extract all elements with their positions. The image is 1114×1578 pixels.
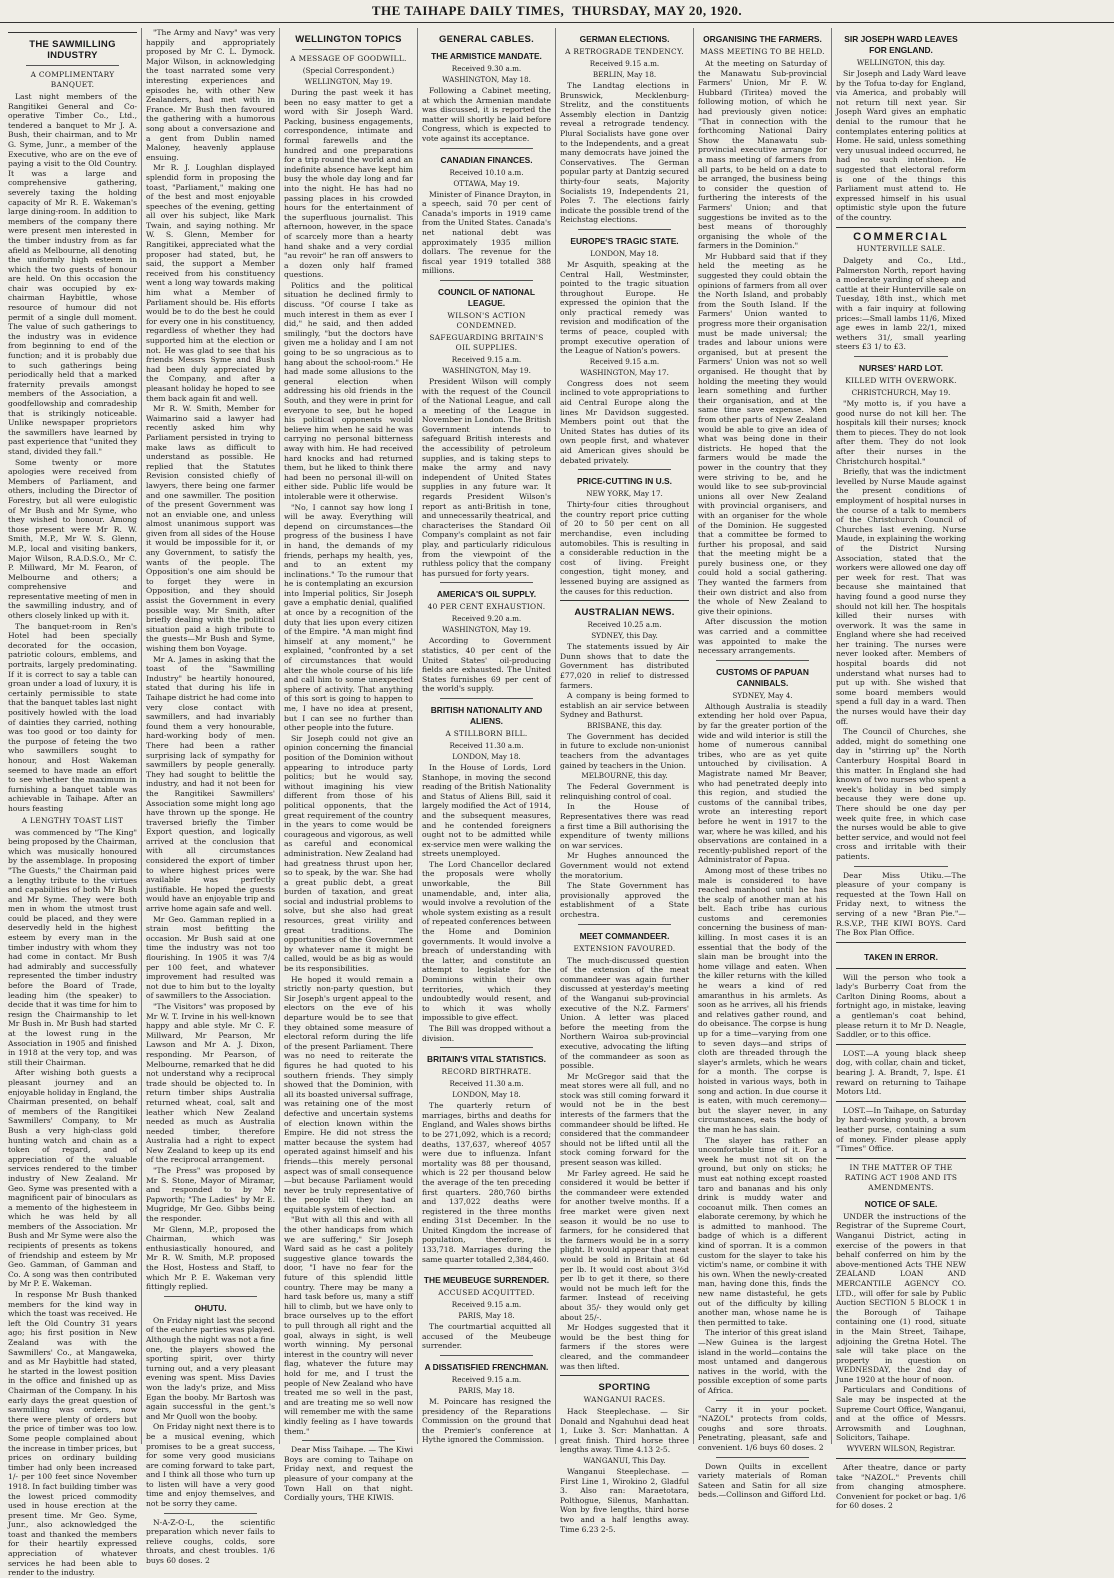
paragraph: Among most of these tribes no male is considered to have reached manhood until he has the scalp of another man at his belt. Each tribe has curious customs and ceremonies concerning the business of man-killing. In most cases it is an essential that the body of the slain man be brought into the home village and eaten. When the killer returns with the killed he wears a kind of red amaranthus in his armlets. As soon as he arrives, all his friends and relatives gather round, and do obeisance. The corpse is hung up for a time—varying from one to seven days—and strips of cloth are threaded through the slayer's armlets, which he wears for a month. The corpse is hoisted in various ways, both in song and action. In due course it is eaten, with much ceremony—but the slayer never, in any circumstances, eats the body of the man he has slain. xyxy=(698,865,827,1134)
paragraph: The statements issued by Air Dunn shows that to date the Government has distributed £77,020 in relief to distressed farmers. xyxy=(560,642,689,690)
column-2 xyxy=(142,28,280,1566)
advertisement: After theatre, dance or party take "NAZOL." Prevents chill from changing atmosphere. Convenient for pocket or bag. 1/6 for 60 doses. 2 xyxy=(836,1463,966,1511)
paragraph: Mr Glenn, M.P., proposed the Chairman, which was enthusiastically honoured, and Mr R. W. Smith, M.P. proposed the Host, Hostess and Staff, to which Mr P. E. Wakeman very fittingly replied. xyxy=(146,1224,275,1292)
dateline: WASHINGTON, May 18. xyxy=(442,75,531,84)
cable-subheading: RECORD BIRTHRATE. xyxy=(441,1067,532,1077)
divider xyxy=(440,582,533,583)
cable-heading: A DISSATISFIED FRENCHMAN. xyxy=(424,1362,549,1373)
paragraph: Mr Hughes announced the Government would not extend the moratorium. xyxy=(560,851,689,880)
paragraph: Politics and the political situation he declined firmly to discuss. "Of course I take as much interest in them as ever I did," he said, and then added smilingly, "but the doctors have given me a holiday and I am not going to be so ungracious as to hang about the school-room." He had made some allusions to the general election when addressing his old friends in the South, and they were in print for everyone to see, but he hoped his political opponents would believe him when he said he was carrying no personal bitterness away with him. He had received hard knocks and had returned them, but he liked to think there had been no personal ill-will on either side. Public life would be intolerable were it otherwise. xyxy=(284,280,413,501)
paragraph: "The Army and Navy" was very happily and appropriately proposed by Mr C. L. Dymock. Major Wilson, in acknowledging the toast narrated some very interesting experiences and episodes he, with other New Zealanders, had met with in France. Mr Bush then favoured the gathering with a humorous song about a conversazione and a gent from Dublin named Maloney, heavenly applause ensuing. xyxy=(146,28,275,162)
divider xyxy=(578,229,671,230)
article-title: NURSES' HARD LOT. xyxy=(859,363,943,374)
cable-heading: THE MEUBEUGE SURRENDER. xyxy=(423,1275,550,1286)
paragraph: Hack Steeplechase. — Sir Donald and Ngahuhui dead heat 1, Luke 3. Scr: Manhattan. A great finish. Third horse three lengths away. Time 4.13 2-5. xyxy=(560,1407,689,1455)
paragraph: The much-discussed question of the extension of the meat commandeer was again further discussed at yesterday's meeting of the Wanganui sub-provincial executive of the N.Z. Farmers' Union. A letter was placed before the meeting from the Northern Wairoa sub-provincial executive, advocating the lifting of the commandeer as soon as possible. xyxy=(560,955,689,1071)
dateline: WELLINGTON, this day. xyxy=(856,58,946,67)
divider xyxy=(440,280,533,281)
dateline: WASHINGTON, May 17. xyxy=(580,367,669,377)
columns xyxy=(4,28,1110,1578)
dateline: SYDNEY, May 4. xyxy=(732,690,793,700)
received-time: Received 9.30 a.m. xyxy=(451,64,522,73)
paragraph: The Federal Government is relinquishing control of coal. xyxy=(560,782,689,801)
paragraph: M. Poincare has resigned the presidency of the Reparations Commission on the ground that the Premier's conference at Hythe ignored the Commission. xyxy=(422,1397,551,1445)
cable-heading: BRITISH NATIONALITY AND ALIENS. xyxy=(430,704,543,726)
divider xyxy=(440,698,533,699)
article-title: THE SAWMILLING INDUSTRY xyxy=(29,39,116,61)
divider xyxy=(164,1513,257,1514)
paragraph: Mr A. James in asking that the toast of the "Sawmilling Industry" be heartily honoured, stated that during his life in Taihape district he had come into very close contact with sawmillers, and had invariably found them a very honourable, hard-working body of men. There had been a rather surprising lack of sympathy for sawmillers by people generally. They had sought to belittle the industry, and had it not been for the Rangitikei Sawmillers' Association some might long ago have thrown up the sponge. He traversed briefly the Timber Export question, and logically arrived at the conclusion that with all circumstances considered the export of timber to where highest prices were available was perfectly justifiable. He hoped the guests would have an enjoyable trip and arrive home again safe and well. xyxy=(146,654,276,914)
masthead xyxy=(0,0,1114,23)
paragraph: The Bill was dropped without a division. xyxy=(422,1023,551,1043)
article-title: MEET COMMANDEER. xyxy=(579,930,670,941)
divider xyxy=(560,1375,689,1376)
cable-heading: PRICE-CUTTING IN U.S. xyxy=(577,476,672,487)
article-subtitle: HUNTERVILLE SALE. xyxy=(856,244,946,254)
dateline: SYDNEY, this Day. xyxy=(591,631,658,641)
notice-title: NOTICE OF SALE. xyxy=(864,1198,938,1209)
dateline: NEW YORK, May 17. xyxy=(586,489,663,499)
article-title: AUSTRALIAN NEWS. xyxy=(574,607,675,619)
paragraph: During the past week it has been no easy matter to get a word with Sir Joseph Ward. Packing, business engagements, correspondence, intimate and formal farewells and the hundred and one preparations for a trip round the world and an indefinite absence have kept him busy the whole day long and far into the night. He has had no passing places in his crowded hours for the entertainment of the superfluous journalist. This afternoon, however, in the space of scarcely more than a hearty hand shake and a very cordial "au revoir" he ran off answers to a dozen only half framed questions. xyxy=(284,88,413,280)
divider xyxy=(836,1158,966,1159)
article-title: SIR JOSEPH WARD LEAVES FOR ENGLAND. xyxy=(844,34,958,55)
paragraph: The State Government has provisionally approved the establishment of a State orchestra. xyxy=(560,881,689,919)
cable-heading: AMERICA'S OIL SUPPLY. xyxy=(436,589,537,600)
paragraph: UNDER the instructions of the Registrar of the Supreme Court, Wanganui District, acting in exercise of the powers in that behalf conferred on him by the above-mentioned Acts THE NEW ZEALAND LOAN AND MERCANTILE AGENCY CO. LTD., will offer for sale by Public Auction SECTION 5 BLOCK 1 in the Borough of Taihape containing one (1) rood, situate in the Main Street, Taihape, adjoining the Gretna Hotel. The sale will take place on the property in question on WEDNESDAY, the 2nd day of June 1920 at the hour of noon. xyxy=(836,1211,966,1384)
paragraph: was commenced by "The King" being proposed by the Chairman, which was musically honoured by the assemblage. In proposing "The Guests," the Chairman paid a lengthy tribute to the virtues and capabilities of both Mr Bush and Mr Syme. They were both men in whom the utmost trust could be placed, and they were deservedly held in the highest esteem by every man in the timber industry with whom they had come in contact. Mr Bush had admirably and successfully represented the timber industry before the Board of Trade, leading him (the speaker) to decide that it was time for him to resign the Chairmanship to let Mr Bush in. Mr Bush had started at the lowest rung in the Association in 1905 and finished in 1918 at the very top, and was still their Chairman. xyxy=(8,827,137,1067)
byline: (Special Correspondent.) xyxy=(302,66,395,75)
cable-heading: GERMAN ELECTIONS. xyxy=(579,34,670,44)
paragraph: Sir Joseph could not give an opinion concerning the financial position of the Dominion without appearing to introduce party politics; but he would say, without imagining his view different from those of his political opponents, that the great requirement of the country in the years to come would be courageous and vigorous, as well as careful and economical administration. New Zealand had had greatness thrust upon her, so to speak, by the war. She had a great public debt, a great burden of taxation, and great social and industrial problems to solve, but she also had great resources, great virility and great traditions. The opportunities of the Government by whatever name it might be called, would be as big as would be its responsibilities. xyxy=(284,733,413,974)
article-title: WELLINGTON TOPICS xyxy=(295,34,402,45)
paragraph: Sir Joseph and Lady Ward leave by the Tofua to-day for England, via America, and probably will not return till next year. Sir Joseph Ward gives an emphatic denial to the rumour that he contemplates entering politics at Home. He said, unless something very unusual indeed occurred, he had no such intention. He suggested that electoral reform is one of the things this Parliament must attend to. He expressed himself in his usual optimistic style upon the future of the country. xyxy=(836,69,966,222)
paragraph: Minister of Finance Drayton, in a speech, said 70 per cent of Canada's imports in 1919 came from the United States. Canada's net national debt was approximately 1935 million dollars. The revenue for the fiscal year 1919 totalled 388 millions. xyxy=(422,189,551,276)
cable-heading: COUNCIL OF NATIONAL LEAGUE. xyxy=(438,286,535,308)
advertisement: Dear Miss Taihape. — The Kiwi Boys are coming to Taihape on Friday next, and request the pleasure of your company at the Town Hall on that night. Cordially yours, THE KIWIS. xyxy=(284,1445,413,1503)
column-6 xyxy=(694,28,832,1500)
paragraph: At the meeting on Saturday of the Manawatu Sub-provincial Farmers' Union, Mr F. W. Hubbard (Tiritea) moved the following motion, of which he had previously given notice: "That in connection with the forthcoming National Dairy Show the Manawatu sub-provincial executive arrange for a mass meeting of farmers from all parts, to be held on a date to be arranged, the business being to consider the question of furthering the interests of the Farmers' Union; and that suggestions be invited as to the best means of thoroughly organising the whole of the farmers in the Dominion." xyxy=(698,59,827,251)
legal-heading: IN THE MATTER OF THE RATING ACT 1908 AND ITS AMENDMENTS. xyxy=(844,1162,958,1192)
paragraph: The quarterly return of marriages, births and deaths for England, and Wales shows births to be 271,092, which is a record; deaths, 137,637, whereof 4057 were due to influenza. Infant mortality was 88 per thousand, which is 22 per thousand below the average of the ten preceding first quarters. 280,760 births and 137,022 deaths were registered in the three months ending 31st December. In the United Kingdom the increase of population, therefore, is 133,718. Marriages during the same quarter totalled 2,384,460. xyxy=(422,1101,551,1264)
paragraph: Mr Asquith, speaking at the Central Hall, Westminster, pointed to the tragic situation throughout Europe. He expressed the opinion that the only practical remedy was revision and modification of the terms of peace, coupled with prompt executive operation of the League of Nation's powers. xyxy=(560,259,689,356)
paragraph: Although Australia is steadily extending her hold over Papua, by far the greater portion of the wide and wild interior is still the home of numerous cannibal tribes, who are as yet quite untouched by civilisation. A Magistrate named Mr Beaver, who had penetrated deeply into this region, and studied the customs of the cannibal tribes, wrote an interesting report before he went in 1917 to the war, where he was killed, and his observations are contained in a recently-published report of the Administrator of Papua. xyxy=(698,701,827,865)
paragraph: "The Visitors" was proposed by Mr W. T. Irvine in his well-known happy and able style. Mr C. F. Millward, Mr Pearson, Mr Lawson and Mr A. J. Dixon, responding. Mr Pearson, of Melbourne, remarked that he did not understand why a reciprocal trade should be objected to. In return timber ships Australia returned wheat, coal, salt and leather which New Zealand needed as much as Australia needed timber, therefore Australia had a right to expect New Zealand to keep up its end of the reciprocal arrangement. xyxy=(146,1001,275,1165)
dateline: LONDON, May 18. xyxy=(590,248,659,258)
dateline: WASHINGTON, May 19. xyxy=(442,365,531,375)
cable-subheading: A STILLBORN BILL. xyxy=(445,728,528,738)
advertisement: Dear Miss Utiku.—The pleasure of your company is requested at the Town Hall on Friday next, to witness the serving of a new "Bran Pie."— R.S.V.P., THE KIWI BOYS. Card The Box Plan Office. xyxy=(836,870,966,938)
column-1 xyxy=(4,28,142,1578)
divider xyxy=(440,1268,533,1269)
paragraph: The courtmartial acquitted all accused of the Meubeuge surrender. xyxy=(422,1322,551,1351)
paragraph: A company is being formed to establish an air service between Sydney and Bathurst. xyxy=(560,691,689,720)
received-time: Received 9.15 a.m. xyxy=(451,1300,522,1310)
cable-heading: EUROPE'S TRAGIC STATE. xyxy=(570,235,679,246)
article-subtitle: MASS MEETING TO BE HELD. xyxy=(700,47,825,56)
advertisement: Down Quilts in excellent variety materials of Roman Sateen and Satin for all size beds.—Collinson and Gifford Ltd. xyxy=(698,1461,827,1500)
dateline: BRISBANE, this day. xyxy=(586,720,663,730)
column-3 xyxy=(280,28,418,1503)
received-time: Received 9.15 a.m. xyxy=(589,356,660,366)
received-time: Received 9.15 a.m. xyxy=(451,1375,522,1385)
divider xyxy=(440,1355,533,1356)
article-title: SPORTING xyxy=(598,1382,651,1394)
divider xyxy=(302,1440,395,1441)
article-subtitle: EXTENSION FAVOURED. xyxy=(573,943,676,953)
dateline: PARIS, May 18. xyxy=(458,1311,515,1321)
divider xyxy=(836,1458,966,1459)
divider xyxy=(716,1457,809,1458)
article-subtitle: A COMPLIMENTARY BANQUET. xyxy=(30,70,115,89)
dateline: WASHINGTON, May 19. xyxy=(442,625,531,635)
column-5 xyxy=(556,28,694,1534)
notice-box xyxy=(836,942,966,969)
article-title: CUSTOMS OF PAPUAN CANNIBALS. xyxy=(716,666,809,688)
section-subtitle: A LENGTHY TOAST LIST xyxy=(21,815,124,825)
received-time: Received 9.15 a.m. xyxy=(451,354,522,364)
article-title: OHUTU. xyxy=(194,1302,227,1313)
divider xyxy=(440,1047,533,1048)
article-subtitle: WANGANUI RACES. xyxy=(583,1395,666,1405)
dateline: LONDON, May 18. xyxy=(452,751,521,761)
notice-title: TAKEN IN ERROR. xyxy=(864,951,938,962)
lost-notice: LOST.—In Taihape, on Saturday by hard-working youth, a brown leather purse, containing a sum of money. Finder please apply "Times" Office. xyxy=(836,1105,966,1154)
cable-heading: THE ARMISTICE MANDATE. xyxy=(431,51,542,61)
received-time: Received 10.25 a.m. xyxy=(587,620,662,630)
paragraph: After wishing both guests a pleasant journey and an enjoyable holiday in England, the Chairman presented, on behalf of members of the Rangitikei Sawmillers' Company, to Mr Bush a very high-class gold hunting watch and chain as a token of regard, and of appreciation of the valuable services rendered to the timber industry of New Zealand. Mr Geo. Syme was presented with a magnificent pair of binoculars as a memento of the highesteem in which he was held by all members of the Association. Mr Bush and Mr Syme were also the recipients of presents as tokens of friendship and esteem by Mr Geo. Gamman, of Gamman and Co. A song was then contributed by Mr P. E. Wakeman. xyxy=(8,1068,137,1289)
section-title: COMMERCIAL xyxy=(853,230,949,243)
column-4 xyxy=(418,28,556,1444)
paragraph: Will the person who took a lady's Burberry Coat from the Carlton Dining Rooms, about a fortnight ago, in mistake, leaving a gentleman's coat behind, please return it to Mr D. Neagle, Saddler, or to this office. xyxy=(836,972,966,1040)
divider xyxy=(716,660,809,661)
paragraph: Following a Cabinet meeting, at which the Armenian mandate was discussed, it is reported the matter will shortly be laid before Congress, which is expected to vote against its acceptance. xyxy=(422,86,551,143)
cable-subheading: WILSON'S ACTION CONDEMNED. xyxy=(447,310,526,330)
paragraph: "But with all this and with all the other handicaps from which we are suffering," Sir Joseph Ward said as he cast a politely suggestive glance towards the door, "I have no fear for the future of this splendid little country. There may be many a hard task before us, many a stiff hill to climb, but we have only to brace ourselves up to the effort to pull through all right and the goal, always in sight, is well worth winning. My personal interest in the country will never flag, whatever the future may hold for me, and I trust the people of New Zealand who have treated me so well in the past, and are treating me so well now will remember me with the same kindly feeling as I have towards them." xyxy=(284,1215,413,1436)
divider xyxy=(836,1101,966,1102)
cable-heading: BRITAIN'S VITAL STATISTICS. xyxy=(427,1054,546,1065)
paragraph: Last night members of the Rangitikei General and Co-operative Timber Co., Ltd., tendered a banquet to Mr J. A. Bush, their chairman, and to Mr G. Syme, Junr., a member of the Executive, who are on the eve of paying a visit to the Old Country. It was a large and comprehensive gathering, severely taxing the holding capacity of Mr R. E. Wakeman's large dining-room. In addition to members of the company there were present men interested in the timber industry from as far afield as Melbourne, all denoting the uniformly high esteem in which the two guests of honour are held. On this occasion the chair was occupied by ex-chairman Haybittle, whose resource of humour did not permit of a single dull moment. The value of such gatherings to the industry was in evidence from beginning to end of the function; and it is probably due to such gatherings being periodically held that a marked fraternity prevails amongst members of the Association, a goodfellowship and comradeship that is strikingly noticeable. Unlike newspaper proprietors the sawmillers have learned by past experience that "united they stand, divided they fall." xyxy=(8,92,137,456)
paragraph: Mr Hodges suggested that it would be the best thing for farmers if the stores were cleared, and the commandeer was then lifted. xyxy=(560,1323,689,1371)
paragraph: Dalgety and Co., Ltd., Palmerston North, report having a moderate yarding of sheep and cattle at their Hunterville sale on Tuesday, 18th inst., which met with a fair inquiry at following prices:—Small lambs 11/6, Mixed age ewes in lamb 22/1, mixed wethers 31/, small yearling steers £3 1/ to £3. xyxy=(836,256,966,352)
paragraph: Mr R. W. Smith, Member for Waimarino said a lawyer had recently asked him why Parliament persisted in trying to make laws as difficult to understand as possible. He replied that the Statutes Revision consisted chiefly of lawyers, there being one farmer and one sawmiller. The position of the present Government was not an enviable one, and unless almost unanimous support was given from all sides of the House it would be impossible for it, or any Government, to satisfy the wants of the people. The Opposition's one aim should be to forget they were in Opposition, and they should assist the Government in every possible way. Mr Smith, after briefly dealing with the political situation paid a high tribute to the guests—Mr Bush and Syme, wishing them bon Voyage. xyxy=(146,404,275,653)
article-title: ORGANISING THE FARMERS. xyxy=(703,34,822,44)
dateline: MELBOURNE, this day. xyxy=(581,771,668,781)
cable-subheading: ACCUSED ACQUITTED. xyxy=(438,1288,535,1298)
dateline: WANGANUI, This Day. xyxy=(583,1456,666,1466)
divider xyxy=(560,600,689,601)
divider xyxy=(440,148,533,149)
dateline: OTTAWA, May 19. xyxy=(453,178,520,188)
paragraph: The interior of this great island—New Guinea is the largest island in the world—contains the most untamed and dangerous natives in the world, with the possible exception of some parts of Africa. xyxy=(698,1328,827,1395)
dateline: LONDON, May 18. xyxy=(452,1090,521,1100)
article-subtitle: KILLED WITH OVERWORK. xyxy=(845,376,957,386)
article-title: GENERAL CABLES. xyxy=(438,34,535,45)
received-time: Received 11.30 a.m. xyxy=(449,1079,524,1089)
paragraph: Briefly, that was the indictment levelled by Nurse Maude against the present conditions of employment of hospital nurses in the course of a talk to members of the Christchurch Council of Churches last evening. Nurse Maude, in explaining the working of the District Nursing Association, stated that the workers were allowed one day off per week for rest. That was because she maintained that having found a good nurse they should not kill her. The hospitals killed their nurses with overwork. It was the same in England where she had received her training. The nurses were never looked after. Members of hospital boards did not understand what nurses had to put up with. She wished that some board members would spend a full day in a ward. Then the nurses would have their day off. xyxy=(836,467,966,726)
paragraph: In the House of Representatives there was read a first time a Bill authorising the expenditure of twenty millions on war services. xyxy=(560,802,689,850)
paragraph: He hoped it would remain a strictly non-party question, but Sir Joseph's urgent appeal to the electors on the eve of his departure would be to see that they obtained some measure of electoral reform during the life of the present Parliament. There was no need to reiterate the figures he had quoted to his southern friends. They simply showed that the Dominion, with all its boasted universal suffrage, was retaining one of the most defective and uncertain systems of election known within the Empire. He did not stress the matter because the system had operated against himself and his friends—this merely personal aspect was of small consequence—but because Parliament would never be truly representative of the people till they had an equitable system of election. xyxy=(284,974,413,1214)
advertisement: Carry it in your pocket. "NAZOL" protects from colds, coughs and sore throats. Penetrating, pleasant, safe and convenient. 1/6 buys 60 doses. 2 xyxy=(698,1404,827,1452)
divider xyxy=(854,356,948,357)
paragraph: Wanganui Steeplechase. — First Line 1, Wirokino 2, Gladful 3. Also ran: Maraetotara, Polthogue, Silenus, Manhattan. Won by five lengths, third horse two and a half lengths away. Time 6.23 2-5. xyxy=(560,1467,689,1534)
dateline: BERLIN, May 18. xyxy=(592,70,657,79)
masthead-paper-name: THE TAIHAPE DAILY TIMES, xyxy=(371,3,565,18)
paragraph: The Government has decided in future to exclude non-unionist teachers from the advantages gained by teachers in the Union. xyxy=(560,731,689,770)
divider xyxy=(578,924,671,925)
dateline: PARIS, May 18. xyxy=(458,1386,515,1396)
divider xyxy=(164,1296,257,1297)
lost-notice: LOST.—A young black sheep dog, with collar, chain and ticket, bearing J. A. Brandt, 7, Ispe. £1 reward on returning to Taihape Motors Ltd. xyxy=(836,1048,966,1097)
paragraph: Mr McGregor said that the meat stores were all full, and no stock was still coming forward it would not be in the best interests of the farmers that the commandeer should be lifted. He considered that the commandeer should not be lifted until all the stock coming forward for the present season was killed. xyxy=(560,1071,689,1168)
cable-subheading: A RETROGRADE TENDENCY. xyxy=(565,47,684,56)
divider xyxy=(836,1044,966,1045)
article-subtitle: A MESSAGE OF GOODWILL. xyxy=(290,54,407,63)
paragraph: According to Government statistics, 40 per cent of the United States' oil-producing fields are exhausted. The United States furnishes 69 per cent of the world's supply. xyxy=(422,636,551,694)
column-divider xyxy=(8,32,137,33)
paragraph: Mr Hubbard said that if they held the meeting as he suggested they could obtain the opinions of farmers from all over the North Island, and probably from the South Island. If the Farmers' Union wanted to progress more their organisation must be made universal; the trades and labour unions were organised, but at present the Farmers' Union was not so well organised. He thought that by holding the meeting they would learn something and further their organisation, and at the same time save expense. Men from other parts of New Zealand would be able to give an idea of what was being done in their districts. He hoped that the farmers would be made the power in the country that they were striving to be, and he would like to see sub-provincial unions all over New Zealand with provincial organisers, and with an organiser for the whole of the Dominion. He suggested that a committee be formed to further his proposal, and said that the meeting might be a purely business one, or they could hold a social gathering. They wanted the farmers from their own district and also from the whole of New Zealand to give their opinions. xyxy=(698,251,827,616)
paragraph: The Council of Churches, she added, might do something one day in "stirring up" the North Canterbury Hospital Board in this matter. In England she had known of two nurses who spent a week's holiday in bed simply because they were done up. There should be one day per week quite free, in which case the nurses would be able to give better service, and would not feel cross and irritable with their patients. xyxy=(836,727,966,861)
paragraph: "No, I cannot say how long I will be away. Everything will depend on circumstances—the progress of the business I have in hand, the demands of my friends, perhaps my health, yes, and to an extent my inclinations." To the rumour that he is contemplating an excursion into Imperial politics, Sir Joseph gave a emphatic denial, qualified at once by a recognition of the duty that lies upon every citizen of the Empire. "A man might find himself at any moment," he explained, "confronted by a set of circumstances that would alter the whole course of his life and call him to some unexpected sphere of activity. That anything of this sort is going to happen to me, I have no idea at present, but I can see no further than other people into the future. xyxy=(284,502,413,733)
divider xyxy=(302,49,395,50)
paragraph: Particulars and Conditions of Sale may be inspected at the Supreme Court Office, Wanganui, and at the office of Messrs. Arrowsmith and Loughnan, Solicitors, Taihape. xyxy=(836,1385,966,1443)
paragraph: "The Press" was proposed by Mr S. Stone, Mayor of Miramar, and responded to by Mr Papworth; "The Ladies" by Mr E. Mugridge, Mr Geo. Gibbs being the responder. xyxy=(146,1166,275,1224)
column-7 xyxy=(832,28,970,1511)
dateline: CHRISTCHURCH, May 19. xyxy=(851,388,951,398)
paragraph: "My motto is, if you have a good nurse do not kill her. The hospitals kill their nurses; knock them to pieces. They do not look after them. They do not look after their nurses in the Christchurch hospital." xyxy=(836,399,966,466)
paragraph: President Wilson will comply with the request of the Council of the National League, and call a meeting of the League in November in London. The British Government intends to safeguard British interests and the accessibility of petroleum supplies, and is taking steps to make the army and navy independent of United States supplies in any future war. It regards President Wilson's report as anti-British in tone, and unnecessarily theatrical, and characterises the Standard Oil Company's complaint as not fair play, and particularly ridiculous from the viewpoint of the ruthless policy that the company has pursued for forty years. xyxy=(422,376,551,578)
advertisement: N-A-Z-O-L, the scientific preparation which never fails to relieve coughs, colds, sore throats, and chest troubles. 1/6 buys 60 doses. 2 xyxy=(146,1517,275,1566)
divider xyxy=(854,866,948,867)
paragraph: Thirty-four cities throughout the country report price cutting of 20 to 50 per cent on all merchandise, even including automobiles. This is resulting in a considerable reduction in the cost of living. Freight congestion, tight money, and lessened buying are assigned as the causes for this reduction. xyxy=(560,500,689,596)
signature: WYVERN WILSON, Registrar. xyxy=(846,1444,956,1454)
paragraph: Mr R. J. Loughlan displayed splendid form in proposing the toast, "Parliament," making one of the best and most enjoyable speeches of the evening, getting all over his subject, like Mark Twain, and saying nothing. Mr W. S. Glenn, Member for Rangitikei, appreciated what the proposer had stated, but, he said, the support a Member received from his constituency went a long way towards making him what a Member of Parliament should be. His efforts would be to do the best he could for every one in his constituency, regardless of whether they had supported him at the election or not. He was glad to see that his friends Messrs Syme and Bush had been duly appreciated by the Company, and after a pleasant holiday he hoped to see them back again fit and well. xyxy=(146,163,275,403)
received-time: Received 9.15 a.m. xyxy=(589,59,660,68)
divider xyxy=(716,1400,809,1401)
paragraph: Congress does not seem inclined to vote appropriations to aid Central Europe along the lines Mr Davidson suggested. Members point out that the United States has duties of its own people first, and whatever aid American gives should be debated privately. xyxy=(560,378,689,465)
divider xyxy=(578,469,671,470)
paragraph: Some twenty or more apologies were received from Members of Parliament, and others, including the Director of Forestry, but all were eulogistic of Mr Bush and Mr Syme, who they wished to honour. Among those present were Mr R. W. Smith, M.P., Mr W. S. Glenn, M.P., local and visiting bankers, Major Wilson, R.A.D.S.O., Mr C. P. Millward, Mr M. Fearon, of Melbourne and others; a comprehensive and representative meeting of men in the sawmilling industry, and of others closely linked up with it. xyxy=(8,457,137,621)
received-time: Received 9.20 a.m. xyxy=(451,614,522,624)
paragraph: The Landtag elections in Brunswick, Mecklenburg-Strelitz, and the constituents Assembly election in Dantzig reveal a retrograde tendency. Plural Socialists have gone over to the Independents, and a great many democrats have joined the Conservatives. The German popular party at Dantzig secured thirty-four seats, Majority Socialists 19, Independents 21, Poles 7. The elections fairly indicate the possible trend of the Reichstag elections. xyxy=(560,81,689,225)
paragraph: The slayer has rather an uncomfortable time of it. For a week he must not sit on the ground, but only on sticks; he must eat nothing except roasted taro and bananas and his only drink is muddy water and cocoanut milk. Then comes an elaborate ceremony, by which he is admitted to manhood. The badge of which is a different kind of sporran. It is a common custom for the slayer to take his victim's name, or combine it with his own. When the newly-created man, having done this, finds the new name distasteful, he gets out of the difficulty by killing another man, whose name he is then permitted to take. xyxy=(698,1135,827,1327)
paragraph: In response Mr Bush thanked members for the kind way in which the toast was received. He left the Old Country 31 years ago; his first position in New Zealand was with the Sawmillers' Co., at Mangaweka, and as Mr Haybittle had stated, he started in the lowest position in the office and finished up as Chairman of the Company. In his early days the great question of sawmilling was orders, now there were plenty of orders but the price of timber was too low. Some people complained about the increase in timber prices, but prices on ordinary building timber had only been increased 1/- per 100 feet since November 1918. In fact building timber was the lowest priced commodity used in house erection at the present time. Mr Geo. Syme, Junr., also acknowledged the toast and thanked the members for their heartily expressed appreciation of whatever services he had been able to render to the industry. xyxy=(8,1290,137,1578)
paragraph: Mr Geo. Gamman replied in a strain most befitting the occasion. Mr Bush said at one time the industry was not too flourishing. In 1905 it was 7/4 per 100 feet, and whatever improvement had resulted was not due to him but to the loyalty of sawmillers to the Association. xyxy=(146,914,275,1001)
cable-subheading: SAFEGUARDING BRITAIN'S OIL SUPPLIES. xyxy=(429,332,544,352)
masthead-date: THURSDAY, MAY 20, 1920. xyxy=(572,3,743,18)
received-time: Received 10.10 a.m. xyxy=(449,167,524,177)
paragraph: After discussion the motion was carried and a committee was appointed to make the necessary arrangements. xyxy=(698,617,827,656)
paragraph: Mr Farley agreed. He said he considered it would be better if the commandeer were extended for another twelve months. If a free market were given next season it would be no use to farmers, for he considered that the farmers would be in a sorry plight. It would appear that meat would be sold in Britain at 6d per lb. It would cost about 3½d per lb to get it there, so there would not be much left for the farmer. Instead of receiving about 35/- they would only get about 25/-. xyxy=(560,1168,689,1322)
divider xyxy=(26,65,119,66)
cable-heading: CANADIAN FINANCES. xyxy=(440,154,533,165)
paragraph: The Lord Chancellor declared the proposals were wholly unworkable, the Bill unamendable, and, inter alia, would involve a revolution of the whole system existing as a result of repeated conferences between the Home and Dominion governments. It would involve a breach of understanding with the latter, and constitute an attempt to legislate for the Dominions within their own territories, which they undoubtedly would resent, and to which it was wholly impossible to give effect. xyxy=(422,859,551,1023)
cable-subheading: 40 PER CENT EXHAUSTION. xyxy=(427,602,546,612)
paragraph: On Friday night next there is to be a musical evening, which promises to be a great success, for some very good musicians are coming forward to take part, and I think all those who turn up to listen will have a very good time and enjoy themselves, and not be sorry they came. xyxy=(146,1422,275,1509)
paragraph: In the House of Lords, Lord Stanhope, in moving the second reading of the British Nationality and Status of Aliens Bill, said it largely modified the Act of 1914, and the subsequent measures, and he contended foreigners ought not to be admitted while ex-service men were walking the streets unemployed. xyxy=(422,762,551,859)
received-time: Received 11.30 a.m. xyxy=(449,740,524,750)
paragraph: On Friday night last the second of the euchre parties was played. Although the night was not a fine one, the players showed the sporting spirit, over thirty turning out, and a very pleasant evening was spent. Miss Davies won the lady's prize, and Miss Egan the booby. Mr Bartosh was again successful in the gent.'s and Mr Quoll won the booby. xyxy=(146,1315,275,1421)
divider xyxy=(836,227,966,228)
paragraph: The banquet-room in Ren's Hotel had been specially decorated for the occasion, patriotic colours, emblems, and portraits, largely predominating. If it is correct to say a table can groan under a load of luxury, it is certainly permissible to state that the banquet tables last night positively howled with the load of dainties they carried, nothing was too good or too dainty for the purpose of feteing the two who sawmillers sought to honour, and Host Wakeman seemed to have made an effort to see whether the maximum in furnishing a banquet table was achievable in Taihape. After an hours feasting xyxy=(8,621,137,813)
dateline: WELLINGTON, May 19. xyxy=(304,77,393,86)
